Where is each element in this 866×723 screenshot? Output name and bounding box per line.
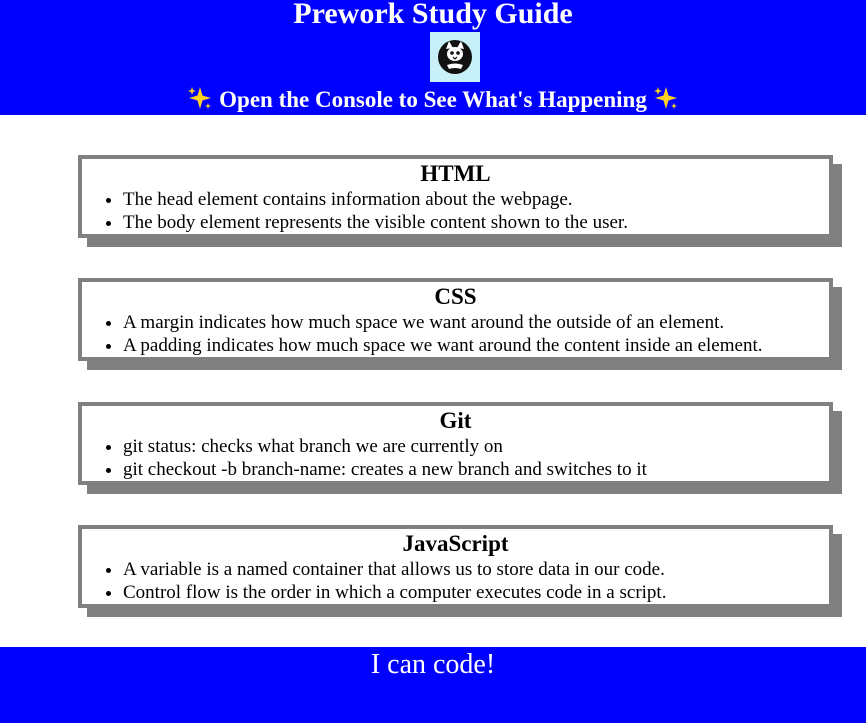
- section-list: [82, 435, 829, 481]
- section-card-html: [78, 155, 833, 238]
- section-title: CSS: [434, 284, 477, 309]
- sparkles-icon: [187, 85, 213, 111]
- section-list: [82, 311, 829, 357]
- list-item: • The body element represents the visible content shown to the user.: [123, 211, 829, 234]
- footer-text: I can code!: [370, 649, 496, 680]
- section-card-css: [78, 278, 833, 361]
- section-list: [82, 188, 829, 234]
- page-footer: [0, 647, 866, 723]
- sparkles-icon: [653, 85, 679, 111]
- section-title: HTML: [420, 161, 491, 186]
- section-card-git: [78, 402, 833, 485]
- subtitle-text: Open the Console to See What's Happening: [219, 87, 647, 112]
- page-subtitle: [0, 85, 866, 115]
- page-title: Prework Study Guide: [293, 0, 573, 30]
- section-title: Git: [439, 408, 472, 433]
- list-item: • git status: checks what branch we are currently on: [123, 435, 829, 458]
- section-list: [82, 558, 829, 604]
- section-card-javascript: [78, 525, 833, 608]
- page-header: [0, 0, 866, 115]
- section-title: JavaScript: [402, 531, 509, 556]
- list-item: • Control flow is the order in which a computer executes code in a script.: [123, 581, 829, 604]
- list-item: • A padding indicates how much space we want around the content inside an element.: [123, 334, 829, 357]
- list-item: • A variable is a named container that allows us to store data in our code.: [123, 558, 829, 581]
- list-item: • git checkout -b branch-name: creates a new branch and switches to it: [123, 458, 829, 481]
- list-item: • A margin indicates how much space we want around the outside of an element.: [123, 311, 829, 334]
- cat-avatar-icon: [430, 32, 480, 82]
- list-item: • The head element contains information about the webpage.: [123, 188, 829, 211]
